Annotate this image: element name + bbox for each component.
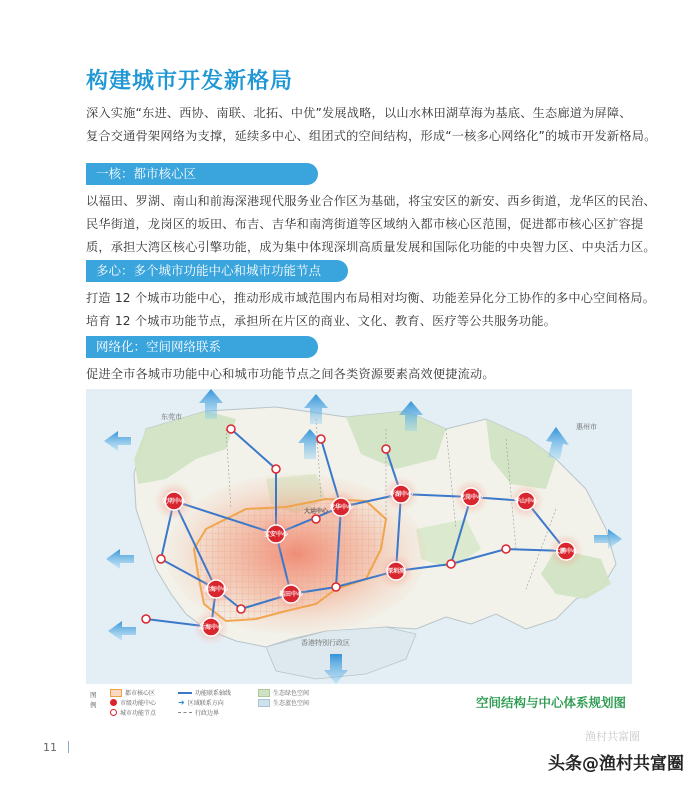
legend-item-axis bbox=[178, 688, 231, 697]
city-node-icon bbox=[227, 425, 235, 433]
axis-line-icon bbox=[178, 692, 192, 694]
center-label: 坪山中心 bbox=[513, 498, 539, 505]
watermark-faint: 渔村共富圈 bbox=[585, 730, 640, 743]
legend-item-core-area bbox=[110, 688, 155, 697]
legend-label: 行政边界 bbox=[195, 710, 220, 717]
legend-label: 市级功能中心 bbox=[120, 700, 157, 707]
legend-label: 生态蓝色空间 bbox=[273, 700, 310, 707]
city-node-icon bbox=[447, 560, 455, 568]
legend-item-blue-space bbox=[258, 698, 309, 707]
section-line: 以福田、罗湖、南山和前海深港现代服务业合作区为基础，将宝安区的新安、西乡街道，龙华区的民治、 bbox=[86, 194, 656, 208]
section-line: 质，承担大湾区核心引擎功能，成为集中体现深圳高质量发展和国际化功能的中央智力区、中央活力区。 bbox=[86, 240, 656, 254]
city-node-icon bbox=[317, 435, 325, 443]
section-core-paragraph bbox=[86, 190, 656, 259]
city-node-icon bbox=[502, 545, 510, 553]
core-area-icon bbox=[110, 689, 122, 697]
center-label: 光明中心 bbox=[161, 498, 187, 505]
region-label-dongguan: 东莞市 bbox=[161, 413, 182, 421]
intro-paragraph bbox=[86, 102, 657, 148]
center-label: 龙岗中心 bbox=[458, 494, 484, 501]
legend-label: 区域联系方向 bbox=[187, 700, 224, 707]
center-label: 罗湖中心 bbox=[388, 491, 414, 498]
legend-label: 都市核心区 bbox=[125, 690, 156, 697]
section-network-paragraph bbox=[86, 363, 646, 386]
intro-line: 复合交通骨架网络为支撑，延续多中心、组团式的空间结构，形成“一核多心网络化”的城市开发新格局。 bbox=[86, 129, 657, 143]
page-number-divider bbox=[68, 741, 69, 753]
city-center-icon bbox=[110, 699, 117, 706]
center-label: 福田中心 bbox=[278, 591, 304, 598]
city-node-icon bbox=[142, 615, 150, 623]
center-label: 大运中心 bbox=[303, 508, 329, 515]
center-label: 后海中心 bbox=[198, 624, 224, 631]
intro-line: 深入实施“东进、西协、南联、北拓、中优”发展战略，以山水林田湖草海为基底、生态廊道为屏障、 bbox=[86, 106, 632, 120]
region-label-huizhou: 惠州市 bbox=[576, 423, 597, 431]
center-label: 前海中心 bbox=[203, 586, 229, 593]
page-number: 11 bbox=[43, 741, 57, 754]
city-node-icon bbox=[312, 515, 320, 523]
legend-item-boundary bbox=[178, 708, 219, 717]
city-node-icon bbox=[382, 445, 390, 453]
spatial-structure-map bbox=[86, 389, 632, 684]
section-heading-core: 一核：都市核心区 bbox=[86, 163, 318, 185]
blue-space-icon bbox=[258, 699, 270, 707]
section-heading-network: 网络化：空间网络联系 bbox=[86, 336, 318, 358]
legend-item-direction bbox=[178, 698, 224, 707]
center-label: 龙华中心 bbox=[328, 504, 354, 511]
city-node-icon bbox=[110, 709, 117, 716]
legend-item-green-space bbox=[258, 688, 309, 697]
city-node-icon bbox=[272, 465, 280, 473]
center-label: 宝安中心 bbox=[263, 531, 289, 538]
section-line: 打造 12 个城市功能中心，推动形成市域范围内布局相对均衡、功能差异化分工协作的多中心空间格局。 bbox=[86, 291, 656, 305]
legend-item-city-node bbox=[110, 708, 156, 717]
boundary-icon bbox=[178, 712, 192, 713]
legend-title: 图例 bbox=[90, 691, 97, 709]
center-label: 大鹏中心 bbox=[553, 548, 579, 555]
city-node-icon bbox=[237, 605, 245, 613]
watermark: 头条@渔村共富圈 bbox=[548, 754, 684, 774]
section-heading-multicenter: 多心：多个城市功能中心和城市功能节点 bbox=[86, 260, 348, 282]
center-label: 深圳湾 bbox=[386, 568, 406, 575]
section-line: 民华街道，龙岗区的坂田、布吉、吉华和南湾街道等区域纳入都市核心区范围，促进都市核心区扩容提 bbox=[86, 217, 644, 231]
section-line: 促进全市各城市功能中心和城市功能节点之间各类资源要素高效便捷流动。 bbox=[86, 367, 495, 381]
section-multicenter-paragraph bbox=[86, 287, 656, 333]
legend-item-city-center bbox=[110, 698, 156, 707]
map-svg bbox=[86, 389, 632, 684]
page-title: 构建城市开发新格局 bbox=[86, 69, 294, 94]
direction-arrow-icon: ➜ bbox=[178, 698, 185, 707]
legend-label: 城市功能节点 bbox=[120, 710, 157, 717]
section-line: 培育 12 个城市功能节点，承担所在片区的商业、文化、教育、医疗等公共服务功能。 bbox=[86, 314, 557, 328]
legend-label: 功能联系轴线 bbox=[195, 690, 232, 697]
city-node-icon bbox=[157, 555, 165, 563]
green-space-icon bbox=[258, 689, 270, 697]
legend-label: 生态绿色空间 bbox=[273, 690, 310, 697]
region-label-hongkong: 香港特别行政区 bbox=[301, 639, 350, 647]
map-caption: 空间结构与中心体系规划图 bbox=[476, 695, 627, 710]
city-node-icon bbox=[332, 583, 340, 591]
